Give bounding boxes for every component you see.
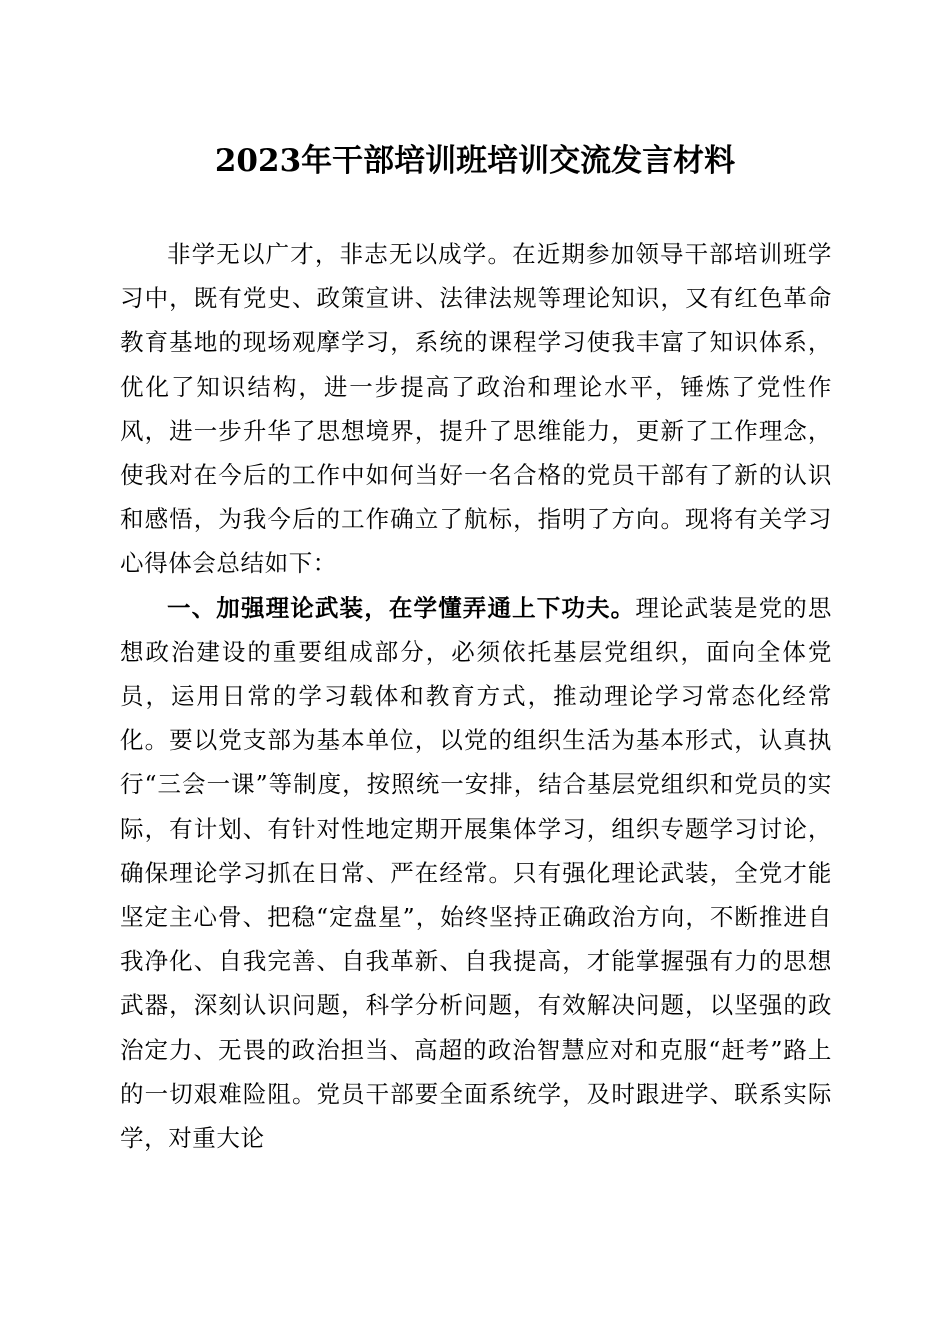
section-1-heading: 一、加强理论武装，在学懂弄通上下功夫。 <box>167 593 636 622</box>
intro-paragraph: 非学无以广才，非志无以成学。在近期参加领导干部培训班学习中，既有党史、政策宣讲、法律法规等理论知识，又有红色革命教育基地的现场观摩学习，系统的课程学习使我丰富了知识体系，优化了知识结构，进一步提高了政治和理论水平，锤炼了党性作风，进一步升华了思想境界，提升了思维能力，更新了工作理念，使我对在今后的工作中如何当好一名合格的党员干部有了新的认识和感悟，为我今后的工作确立了航标，指明了方向。现将有关学习心得体会总结如下： <box>120 240 832 578</box>
document-body <box>120 232 832 1160</box>
section-1-paragraph <box>120 586 832 1161</box>
section-1-text: 理论武装是党的思想政治建设的重要组成部分，必须依托基层党组织，面向全体党员，运用日常的学习载体和教育方式，推动理论学习常态化经常化。要以党支部为基本单位，以党的组织生活为基本形式，认真执行“三会一课”等制度，按照统一安排，结合基层党组织和党员的实际，有计划、有针对性地定期开展集体学习，组织专题学习讨论，确保理论学习抓在日常、严在经常。只有强化理论武装，全党才能坚定主心骨、把稳“定盘星”，始终坚持正确政治方向，不断推进自我净化、自我完善、自我革新、自我提高，才能掌握强有力的思想武器，深刻认识问题，科学分析问题，有效解决问题，以坚强的政治定力、无畏的政治担当、高超的政治智慧应对和克服“赶考”路上的一切艰难险阻。党员干部要全面系统学，及时跟进学、联系实际学，对重大论 <box>120 593 832 1153</box>
page-title: 2023年干部培训班培训交流发言材料 <box>214 143 736 179</box>
